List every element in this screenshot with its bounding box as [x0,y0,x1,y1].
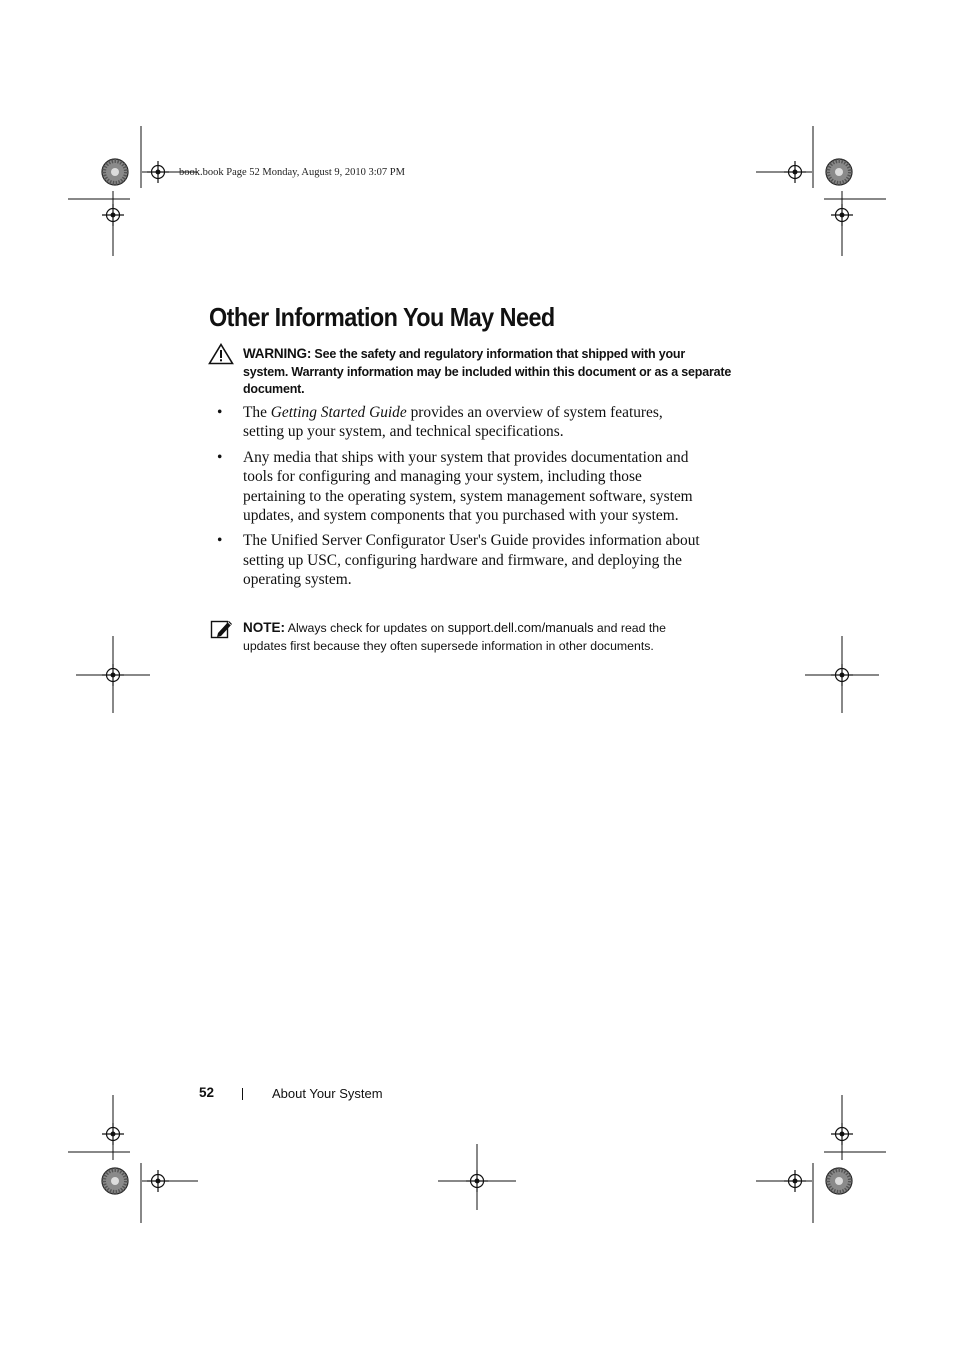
bullet-glyph: • [217,448,223,466]
warning-triangle-icon [208,343,234,365]
print-slug: book.book Page 52 Monday, August 9, 2010 3:07 PM [179,167,405,178]
info-bullet-list [217,403,703,596]
note-text: Always check for updates on [285,621,448,635]
warning-label: WARNING: [243,346,312,361]
list-item-text: The Unified Server Configurator User's Guide provides information about setting up USC, configuring hardware and firmware, and deploying the operating system. [243,532,700,589]
book-title: Getting Started Guide [270,404,407,421]
support-link[interactable]: support.dell.com/manuals [447,620,594,635]
page-title: Other Information You May Need [209,302,555,332]
list-item-text: provides an overview of system features, setting up your system, and technical specifications. [243,404,663,441]
list-item [217,403,703,442]
bullet-glyph: • [217,532,223,550]
footer-divider [242,1088,243,1100]
note-label: NOTE: [243,620,285,635]
list-item-text: The [243,404,271,421]
warning-text: See the safety and regulatory information that shipped with your system. Warranty information may be included within this document or as a separate document. [243,347,732,397]
note-text: and read the updates first because they often supersede information in other documents. [243,621,666,653]
footer-section-name: About Your System [272,1086,383,1101]
bullet-glyph: • [217,404,223,421]
list-item [217,531,703,589]
note-pencil-icon [210,618,234,640]
list-item-text: Any media that ships with your system that provides documentation and tools for configuring and managing your system, including those pertaining to the operating system, system management software, system updates, and system components that you purchased with your system. [243,448,693,525]
page-number: 52 [199,1085,215,1100]
list-item [217,448,703,526]
warning-notice [243,345,733,399]
note-notice [243,619,713,655]
